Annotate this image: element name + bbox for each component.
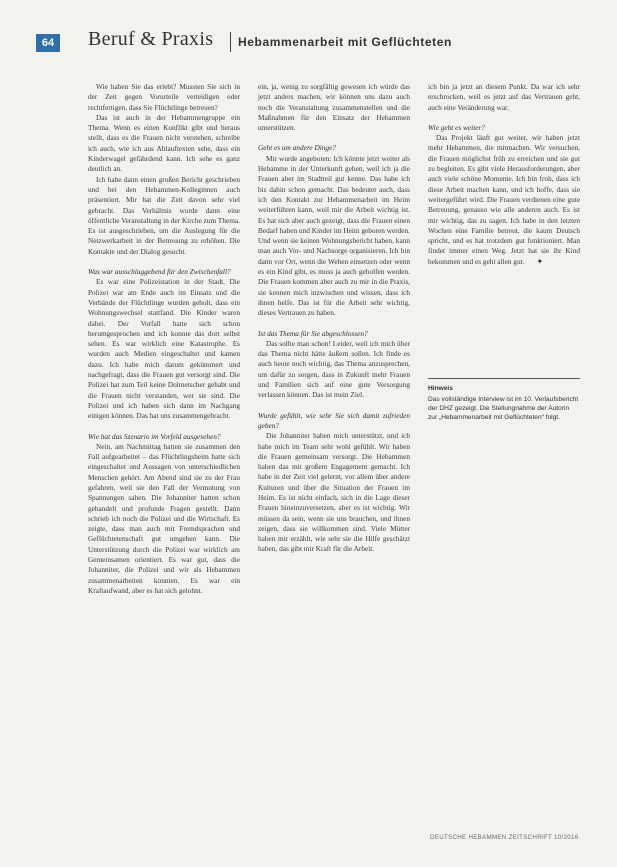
article-end-icon: ✦ bbox=[536, 256, 544, 266]
interview-paragraph: Die Johanniter haben mich unterstützt, und ich habe mich im Team sehr wohl gefühlt. Wir haben die Frauen gemeinsam versorgt. Die Hebammen haben das mit großem Engagement gemacht. Ich habe in der Zeit viel gelernt, vor allem über andere Kulturen und über die Situation der Frauen im Heim. Es ist nicht einfach, sich in die Lage dieser Frauen hineinzuversetzen, aber es ist wichtig. Wir müssen da sein, wenn sie uns brauchen, und ihnen zeigen, dass sie willkommen sind. Viele Mütter haben mir erzählt, wie sehr sie die Hilfe geschätzt haben, das gibt mir Kraft für die Arbeit. bbox=[258, 431, 410, 554]
interview-paragraph: ich bin ja jetzt an diesem Punkt. Da war ich sehr erschrocken, weil es jetzt auf das Vertrauen geht, auch eine Veränderung war. bbox=[428, 82, 580, 112]
interview-paragraph: ein, ja, wenig zu sorgfältig gewesen ich würde das jetzt anders machen, wir können uns dazu auch noch die Veranstaltung zusammenstellen und die Maßnahmen für den Einsatz der Hebammen unterstützen. bbox=[258, 82, 410, 133]
interview-paragraph: Das ist auch in der Hebammengruppe ein Thema. Wenn es einen Konflikt gibt und heraus stellt, dass es die Frauen nicht verstehen, schreibe ich auch, wie ich aus Ablauftexten sehe, dass ein Kinderwagel gefährdend kann. Ich sehe es ganz deutlich an. bbox=[88, 112, 240, 174]
interview-question: Wie geht es weiter? bbox=[428, 122, 485, 132]
page-footer: DEUTSCHE HEBAMMEN ZEITSCHRIFT 10/2016 bbox=[430, 834, 579, 841]
interview-question: Wurde gefühlt, wie sehr Sie sich damit zufrieden geben? bbox=[258, 410, 410, 430]
article-column-3 bbox=[428, 82, 580, 267]
interview-paragraph: Es war eine Polizeistation in der Stadt. Die Polizei war am Ende auch im Einsatz und die Verbände der Flüchtlinge wurden geholt, dass ein Wohnungswechsel stattfand. Die Kinder waren dabei. Der Vorfall hatte sich schon herumgesprochen und ich konnte das dort selbst sehen. Es war wirklich eine Katastrophe. Es wurden auch Medien eingeschaltet und kamen dazu. Ich habe mich darum gekümmert und nachgefragt, dass die Frauen gut versorgt sind. Die Polizei hat zum Teil keine Dolmetscher gehabt und die Frauen nicht verstanden, wer sie sind. Die Polizei und ich haben sich dann im Nachgang einigen können. Das hat uns zusammengebracht. bbox=[88, 277, 240, 421]
note-text: Das vollständige Interview ist im 10. Verlaufsbericht der DHZ gezeigt. Die Stellungnahme der Autorin zur „Hebammenarbeit mit Geflüchteten“ folgt. bbox=[428, 396, 579, 421]
interview-paragraph: Nein, am Nachmittag hatten sie zusammen den Fall aufgearbeitet – das Flüchtlingsheim hatte sich eingeschaltet und Aussagen von unterschiedlichen Menschen gehört. Am Abend sind sie zu der Frau gefahren, weil sie den Fall der Vermutung von Spannungen sahen. Die Johanniter hatten schon gehandelt und profunde Fragen gestellt. Dann schrieb ich noch die Polizei und die Wirtschaft. Es zeigte, dass man auch mit Fremdsprachen und Geflüchtetenschaft gut umgehen kann. Die Unterstützung durch die Polizei war wirklich am Gemeinsamen orientiert. Es war gut, dass die Johanniter, die Polizei und wir als Hebammen zusammenarbeiten konnten. Es war ein Kraftaufwand, aber es hat sich gelohnt. bbox=[88, 441, 240, 595]
note-title: Hinweis bbox=[428, 385, 453, 392]
article-column-1 bbox=[88, 82, 240, 596]
section-title: Beruf & Praxis bbox=[88, 28, 214, 50]
interview-paragraph: Wie haben Sie das erlebt? Mussten Sie sich in der Zeit gegen Vorurteile verteidigen oder rechtfertigen, dass Sie Flüchtlinge betreuen? bbox=[88, 82, 240, 112]
interview-question: Geht es um andere Dinge? bbox=[258, 143, 336, 153]
header-divider bbox=[230, 32, 231, 52]
article-column-2 bbox=[258, 82, 410, 555]
article-subtitle: Hebammenarbeit mit Geflüchteten bbox=[238, 35, 452, 49]
interview-question: Ist das Thema für Sie abgeschlossen? bbox=[258, 328, 368, 338]
interview-question: Wie hat das Szenario im Vorfeld ausgesehen? bbox=[88, 431, 221, 441]
interview-paragraph: Mir wurde angeboten: Ich könnte jetzt weiter als Hebamme in der Unterkunft gehen, weil ich ja die Frauen aber im Stadtteil gut kenne. Das habe ich bis dahin schon gemacht. Das bedeutet auch, dass ich den Kontakt zur Hebammenarbeit im Heim weiterführen kann, weil mir die Arbeit wichtig ist. Es hat sich aber auch gezeigt, dass die Frauen einen Bedarf haben und Kinder im Heim geboren werden. Und wenn sie keinen Wohnungsbericht haben, kann man auch Vor- und Nachsorge organisieren. Ich bin dann vor Ort, wenn die Wehen einsetzen oder wenn es ein Kind gibt, es muss ja auch geholfen werden. Die Frauen kommen aber auch zu mir in die Praxis, sie kennen mich inzwischen und wissen, dass ich ihnen helfe. Das ist für die Arbeit sehr wichtig, dieses Vertrauen zu haben. bbox=[258, 153, 410, 318]
note-box bbox=[428, 378, 580, 422]
interview-paragraph: Ich habe dann einen großen Bericht geschrieben und bei den Hebammen-Kolleginnen auch präsentiert. Mir hat die Zeit davon sehr viel gebracht. Das Verhältnis wurde dann eine öffentliche Veranstaltung in der Kirche zum Thema. Es ist ausgeschrieben, um die Auslegung für die Netzwerkarbeit in der Betreuung zu erhöhen. Die Kontakte und der Dialog gesucht. bbox=[88, 174, 240, 256]
interview-paragraph: Das Projekt läuft gut weiter, wir haben jetzt mehr Hebammen, die mitmachen. Wir versuchen, die Frauen möglichst früh zu erreichen und sie gut zu begleiten. Es gibt viele Herausforderungen, aber auch viele schöne Momente. Ich bin froh, dass ich diese Arbeit machen kann, und ich hoffe, dass sie weitergeführt wird. Die Frauen verdienen eine gute Betreuung, genauso wie alle anderen auch. Es ist mir wichtig, das zu sagen. Ich habe in den letzten Wochen eine Familie betreut, die kaum Deutsch spricht, und es hat trotzdem gut funktioniert. Man findet immer einen Weg. Jetzt hat sie ihr Kind bekommen und es geht allen gut. ✦ bbox=[428, 133, 580, 266]
interview-question: Was war ausschlaggebend für den Zwischenfall? bbox=[88, 267, 231, 277]
interview-paragraph: Das sollte man schon! Leider, weil ich mich über das Thema nicht hätte äußern sollen. Ich finde es auch heute noch wichtig, das Thema anzusprechen, um dafür zu sorgen, dass in Zukunft mehr Frauen und Familien sich auf eine gute Versorgung verlassen können. Das ist mein Ziel. bbox=[258, 338, 410, 400]
page-number-badge: 64 bbox=[36, 34, 60, 52]
